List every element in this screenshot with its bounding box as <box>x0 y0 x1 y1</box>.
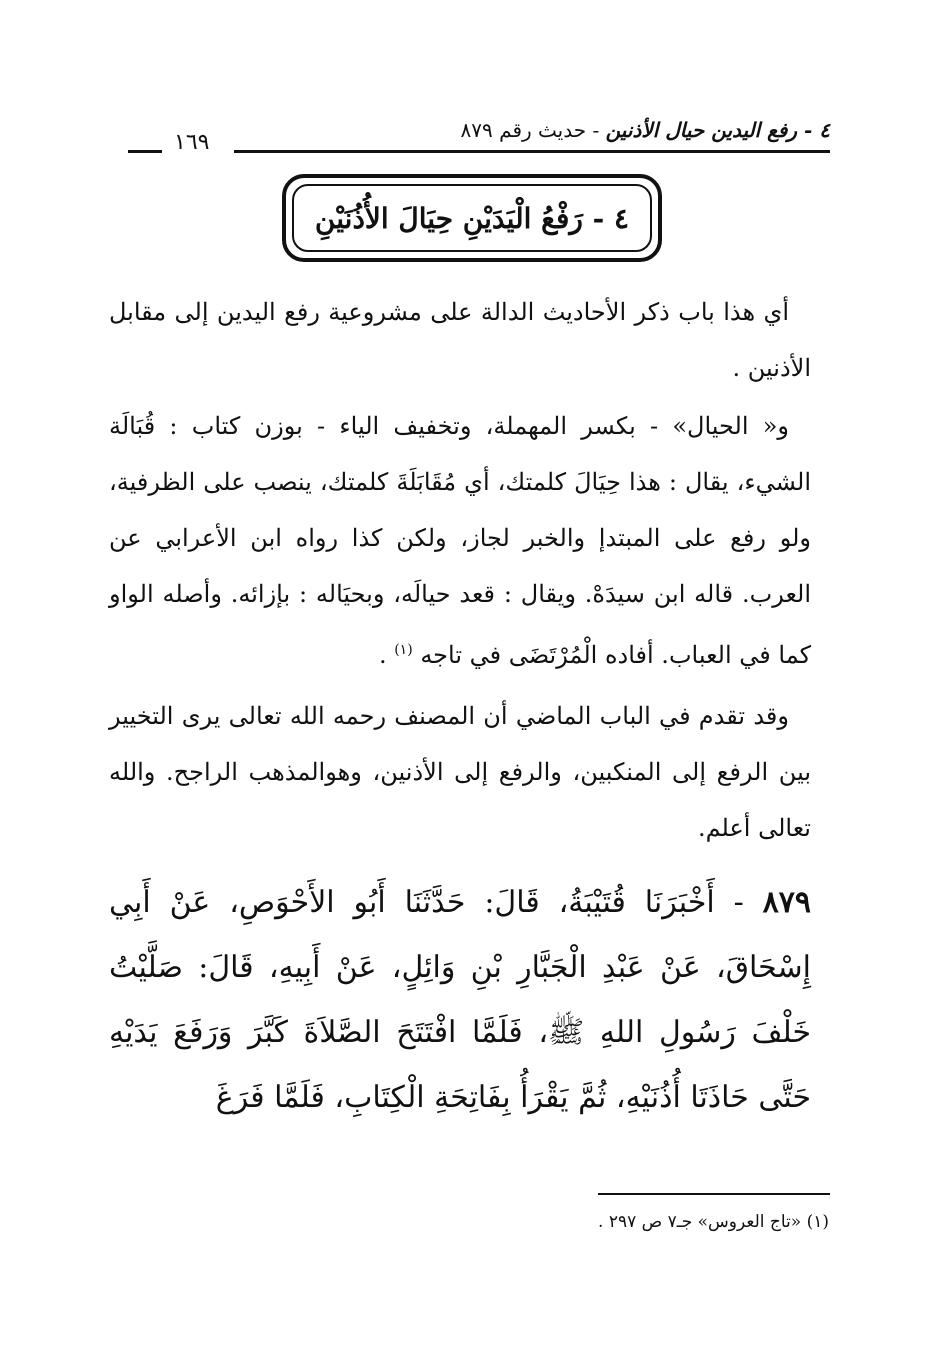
hadith-text: - أَخْبَرَنَا قُتَيْبَةُ، قَالَ: حَدَّثَنَا أَبُو الأَحْوَصِ، عَنْ أَبِي إِسْحَاقَ، عَنْ عَبْدِ الْجَبَّارِ بْنِ وَائِلٍ، عَنْ أَبِيهِ، قَالَ: صَلَّيْتُ خَلْفَ رَسُولِ اللهِ ﷺ، فَلَمَّا افْتَتَحَ الصَّلاَةَ كَبَّرَ وَرَفَعَ يَدَيْهِ حَتَّى حَاذَتَا أُذُنَيْهِ، ثُمَّ يَقْرَأُ بِفَاتِحَةِ الْكِتَابِ، فَلَمَّا فَرَغَ <box>109 885 811 1115</box>
running-header <box>128 118 830 160</box>
chapter-title: ٤ - رَفْعُ الْيَدَيْنِ حِيَالَ الأُذُنَيْنِ <box>314 201 630 235</box>
chapter-title-inner-frame <box>292 184 652 252</box>
hadith-body <box>109 870 811 1130</box>
header-rule <box>234 150 830 153</box>
page-number-dash <box>128 150 162 153</box>
definition-paragraph-text: و« الحيال» - بكسر المهملة، وتخفيف الياء - بوزن كتاب : قُبَالَة الشيء، يقال : هذا حِيَالَ كلمتك، أي مُقَابَلَةَ كلمتك، ينصب على الظرفية، ولو رفع على المبتدإ والخبر لجاز، ولكن كذا رواه ابن الأعرابي عن العرب. قاله ابن سيدَهْ. ويقال : قعد حيالَه، وبحيَاله : بإزائه. وأصله الواو كما في العباب. أفاده الْمُرْتَضَى في تاجه <box>109 412 811 669</box>
running-header-hadith-ref: - حديث رقم ٨٧٩ <box>460 118 606 142</box>
footnote-1: (١) «تاج العروس» جـ٧ ص ٢٩٧ . <box>598 1212 829 1232</box>
running-header-title <box>461 118 830 142</box>
running-header-chapter: ٤ - رفع اليدين حيال الأذنين <box>605 118 830 142</box>
intro-paragraph <box>109 284 811 396</box>
intro-paragraph-text: أي هذا باب ذكر الأحاديث الدالة على مشروعية رفع اليدين إلى مقابل الأذنين . <box>109 298 811 382</box>
page-number: ١٦٩ <box>174 130 210 155</box>
ruling-paragraph-text: وقد تقدم في الباب الماضي أن المصنف رحمه الله تعالى يرى التخيير بين الرفع إلى المنكبين، والرفع إلى الأذنين، وهوالمذهب الراجح. والله تعالى أعلم. <box>109 702 811 842</box>
footnote-separator <box>598 1193 830 1195</box>
ruling-paragraph <box>109 688 811 856</box>
definition-paragraph-body: و« الحيال» - بكسر المهملة، وتخفيف الياء - بوزن كتاب : قُبَالَة الشيء، يقال : هذا حِيَالَ كلمتك، أي مُقَابَلَةَ كلمتك، ينصب على الظرفية، ولو رفع على المبتدإ والخبر لجاز، ولكن كذا رواه ابن الأعرابي عن العرب. قاله ابن سيدَهْ. ويقال : قعد حيالَه، وبحيَاله : بإزائه. وأصله الواو كما في العباب. أفاده الْمُرْتَضَى في تاجه $^{(١)}$ . <box>109 412 811 669</box>
footnote-reference-marker: (١) <box>394 642 413 658</box>
hadith-number: ٨٧٩ <box>762 885 811 920</box>
chapter-title-frame <box>282 174 662 262</box>
definition-paragraph <box>109 398 811 683</box>
hadith-879 <box>109 870 811 1130</box>
